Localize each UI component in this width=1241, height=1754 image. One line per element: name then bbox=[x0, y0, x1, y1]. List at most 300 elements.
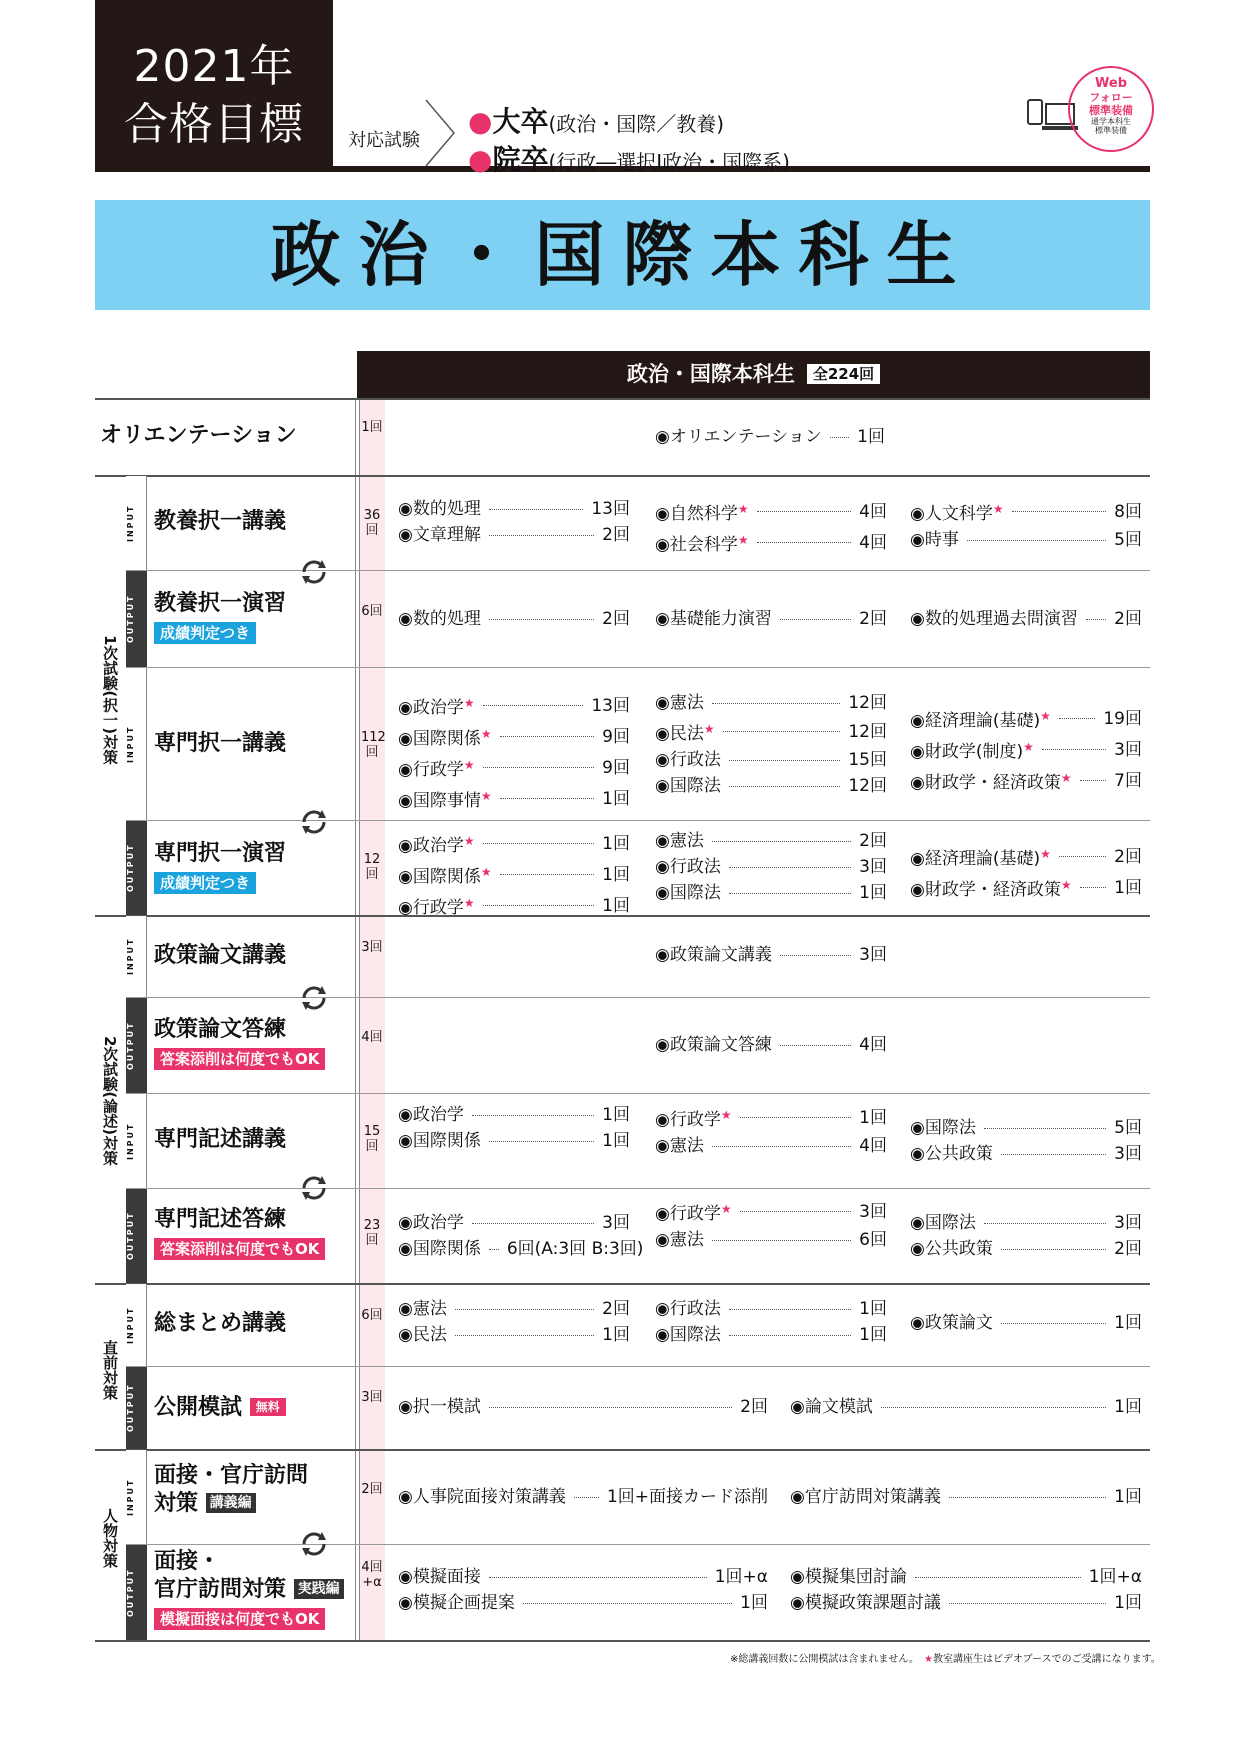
items-senmon-ensyu-c3 bbox=[910, 841, 1142, 903]
course-item-count: 13回 bbox=[591, 695, 630, 716]
course-item-count: 1回 bbox=[602, 1131, 630, 1151]
course-item-count: 3回 bbox=[602, 1213, 630, 1233]
group-label-1: 1次試験(択一)対策 bbox=[101, 635, 119, 765]
input-output-cycle-icon bbox=[292, 976, 336, 1020]
dotted-leader bbox=[500, 798, 595, 799]
dotted-leader bbox=[740, 1211, 852, 1212]
input-output-cycle-icon bbox=[292, 550, 336, 594]
dotted-leader bbox=[1001, 1154, 1106, 1155]
course-item bbox=[655, 1102, 887, 1133]
dotted-leader bbox=[483, 843, 595, 844]
course-item-count: 1回 bbox=[1114, 1487, 1142, 1507]
course-item bbox=[910, 765, 1142, 796]
exam-2: ●院卒(行政―選択Ⅰ政治・国際系) bbox=[468, 143, 790, 176]
course-item-name: ◉憲法 bbox=[655, 693, 704, 713]
lecture-tag: 講義編 bbox=[206, 1493, 256, 1513]
output-strip: OUTPUT bbox=[126, 1545, 147, 1640]
row-title-mensetsu-kogi bbox=[154, 1462, 308, 1518]
dotted-leader bbox=[1059, 856, 1106, 857]
items-kijutsu-kogi-c1 bbox=[398, 1102, 630, 1154]
course-item bbox=[655, 1322, 887, 1348]
course-item-count: 4回 bbox=[859, 1035, 887, 1055]
course-item bbox=[790, 1484, 1142, 1510]
course-item bbox=[910, 496, 1142, 527]
course-item-count: 2回 bbox=[1114, 1239, 1142, 1259]
items-senmon-kogi-c1 bbox=[398, 690, 630, 814]
row-divider bbox=[95, 1640, 1150, 1642]
row-divider bbox=[95, 398, 1150, 400]
course-item-count: 2回 bbox=[602, 1299, 630, 1319]
exam-1: ●大卒(政治・国際／教養) bbox=[468, 105, 725, 138]
dotted-leader bbox=[574, 1497, 599, 1498]
items-senmon-kogi-c2 bbox=[655, 690, 887, 799]
items-kyoyo-ensyu-c3 bbox=[910, 606, 1142, 632]
row-title-text: 専門記述答練 bbox=[154, 1207, 287, 1232]
free-tag: 無料 bbox=[250, 1398, 286, 1416]
items-kijutsu-toren-c3 bbox=[910, 1210, 1142, 1262]
course-item-name: ◉模擬政策課題討議 bbox=[790, 1593, 941, 1613]
course-item-name: ◉自然科学★ bbox=[655, 502, 749, 524]
course-item-name: ◉財政学(制度)★ bbox=[910, 740, 1034, 762]
row-divider bbox=[126, 1544, 1150, 1545]
course-item-name: ◉数的処理過去問演習 bbox=[910, 609, 1078, 629]
star-icon: ★ bbox=[1040, 847, 1051, 861]
course-item-count: 12回 bbox=[848, 693, 887, 713]
course-item bbox=[655, 496, 887, 527]
course-item bbox=[398, 783, 630, 814]
course-item-name: ◉模擬集団討論 bbox=[790, 1567, 907, 1587]
course-item bbox=[910, 841, 1142, 872]
course-item-name: ◉行政学★ bbox=[655, 1108, 732, 1130]
course-item-count: 1回 bbox=[602, 1325, 630, 1345]
exam-1-main: 大卒 bbox=[492, 105, 549, 138]
course-item-count: 3回 bbox=[859, 1201, 887, 1222]
course-item-name: ◉憲法 bbox=[398, 1299, 447, 1319]
course-item bbox=[398, 890, 630, 921]
input-output-cycle-icon bbox=[292, 1166, 336, 1210]
items-seisaku-toren-c1 bbox=[655, 1032, 887, 1058]
course-item-count: 2回 bbox=[602, 525, 630, 545]
star-icon: ★ bbox=[463, 758, 475, 772]
dotted-leader bbox=[1059, 718, 1095, 719]
course-item-name: ◉文章理解 bbox=[398, 525, 481, 545]
dotted-leader bbox=[483, 705, 584, 706]
course-item-count: 5回 bbox=[1114, 1118, 1142, 1138]
course-item-name: ◉政治学★ bbox=[398, 834, 475, 856]
output-strip: OUTPUT bbox=[126, 571, 147, 667]
dotted-leader bbox=[729, 760, 841, 761]
column-divider bbox=[359, 398, 360, 1640]
dotted-leader bbox=[500, 874, 595, 875]
dotted-leader bbox=[729, 893, 851, 894]
star-icon: ★ bbox=[1023, 740, 1034, 754]
row-count: 3回 bbox=[361, 940, 383, 955]
course-item-name: ◉政策論文講義 bbox=[655, 945, 772, 965]
items-mensetsu-kogi-c2 bbox=[790, 1484, 1142, 1510]
dotted-leader bbox=[489, 619, 594, 620]
course-item bbox=[910, 734, 1142, 765]
course-item-count: 2回 bbox=[859, 609, 887, 629]
row-title-text: 教養択一演習 bbox=[154, 591, 287, 616]
dotted-leader bbox=[489, 1407, 732, 1408]
chevron-right-icon bbox=[424, 98, 456, 168]
dotted-leader bbox=[489, 1249, 499, 1250]
course-item-name: ◉行政法 bbox=[655, 857, 721, 877]
course-item bbox=[398, 1484, 768, 1510]
row-count: 112回 bbox=[361, 730, 386, 760]
course-item bbox=[910, 606, 1142, 632]
input-strip: INPUT bbox=[126, 1450, 147, 1544]
star-icon: ★ bbox=[463, 696, 475, 710]
items-kijutsu-toren-c2 bbox=[655, 1196, 887, 1253]
row-divider bbox=[95, 475, 1150, 477]
input-strip: INPUT bbox=[126, 1284, 147, 1366]
course-item-count: 1回+面接カード添削 bbox=[606, 1487, 768, 1507]
dotted-leader bbox=[712, 1240, 851, 1241]
course-item-name: ◉模擬面接 bbox=[398, 1567, 481, 1587]
course-item-name: ◉国際関係★ bbox=[398, 727, 492, 749]
row-divider bbox=[126, 820, 1150, 821]
web-badge-line2: フォロー bbox=[1089, 90, 1133, 104]
course-item-count: 2回 bbox=[740, 1397, 768, 1417]
course-item-name: ◉数的処理 bbox=[398, 609, 481, 629]
row-divider bbox=[126, 667, 1150, 668]
row-count: 23回 bbox=[363, 1218, 381, 1248]
output-strip: OUTPUT bbox=[126, 821, 147, 915]
items-senmon-ensyu-c1 bbox=[398, 828, 630, 921]
table-course-name: 政治・国際本科生 bbox=[626, 362, 795, 386]
dotted-leader bbox=[712, 703, 841, 704]
row-title-line2: 官庁訪問対策 bbox=[154, 1577, 287, 1602]
dotted-leader bbox=[455, 1335, 594, 1336]
row-title-seisaku-toren bbox=[154, 1016, 325, 1072]
course-item bbox=[398, 721, 630, 752]
row-title-line1: 面接・官庁訪問 bbox=[154, 1463, 309, 1488]
items-moshi-c1 bbox=[398, 1394, 768, 1420]
course-item-name: ◉国際関係 bbox=[398, 1131, 481, 1151]
dotted-leader bbox=[780, 955, 851, 956]
course-item-count: 1回 bbox=[859, 883, 887, 903]
items-mensetsu-kogi-c1 bbox=[398, 1484, 768, 1510]
course-item bbox=[398, 1128, 630, 1154]
dotted-leader bbox=[780, 619, 851, 620]
course-item-name: ◉憲法 bbox=[655, 1136, 704, 1156]
course-item-count: 1回 bbox=[859, 1325, 887, 1345]
course-item bbox=[790, 1590, 1142, 1616]
items-kijutsu-kogi-c3 bbox=[910, 1115, 1142, 1167]
course-item-name: ◉政治学★ bbox=[398, 696, 475, 718]
course-item bbox=[398, 1296, 630, 1322]
row-count: 6回 bbox=[361, 1308, 383, 1323]
row-title-kijutsu-kogi: 専門記述講義 bbox=[154, 1127, 287, 1152]
row-divider bbox=[126, 1366, 1150, 1367]
course-item bbox=[910, 1115, 1142, 1141]
course-item-count: 1回 bbox=[859, 1107, 887, 1128]
items-seisaku-kogi-c1 bbox=[655, 942, 887, 968]
course-item bbox=[655, 854, 887, 880]
course-item-name: ◉政治学 bbox=[398, 1105, 464, 1125]
dotted-leader bbox=[740, 1117, 852, 1118]
dotted-leader bbox=[757, 511, 852, 512]
course-item-count: 1回 bbox=[857, 427, 885, 447]
course-item-name: ◉人事院面接対策講義 bbox=[398, 1487, 566, 1507]
star-icon: ★ bbox=[737, 533, 749, 547]
items-mensetsu-jissen-c2 bbox=[790, 1564, 1142, 1616]
group-label-3: 直前対策 bbox=[101, 1340, 119, 1400]
dotted-leader bbox=[729, 786, 841, 787]
dotted-leader bbox=[984, 1128, 1106, 1129]
exam-label: 対応試験 bbox=[348, 130, 420, 151]
course-item-name: ◉国際事情★ bbox=[398, 789, 492, 811]
course-item-name: ◉行政法 bbox=[655, 750, 721, 770]
course-item-count: 1回 bbox=[1114, 877, 1142, 898]
star-icon: ★ bbox=[992, 502, 1004, 516]
course-item-count: 2回 bbox=[1114, 609, 1142, 629]
dotted-leader bbox=[455, 1309, 594, 1310]
star-icon: ★ bbox=[480, 865, 492, 879]
course-item-count: 7回 bbox=[1114, 770, 1142, 791]
items-kijutsu-toren-c1 bbox=[398, 1210, 644, 1262]
course-item bbox=[790, 1564, 1142, 1590]
course-item-name: ◉国際法 bbox=[655, 776, 721, 796]
course-item bbox=[655, 828, 887, 854]
dotted-leader bbox=[830, 437, 849, 438]
course-item-name: ◉択一模試 bbox=[398, 1397, 481, 1417]
items-kyoyo-ensyu-c2 bbox=[655, 606, 887, 632]
course-item-count: 4回 bbox=[859, 532, 887, 553]
course-item-name: ◉経済理論(基礎)★ bbox=[910, 709, 1051, 731]
course-item-count: 19回 bbox=[1103, 708, 1142, 729]
course-item bbox=[398, 522, 630, 548]
grading-tag: 成績判定つき bbox=[154, 622, 256, 644]
star-icon: ★ bbox=[1060, 771, 1072, 785]
dotted-leader bbox=[1080, 780, 1107, 781]
course-item bbox=[398, 606, 630, 632]
course-item-name: ◉社会科学★ bbox=[655, 533, 749, 555]
course-item bbox=[910, 1210, 1142, 1236]
course-item-name: ◉経済理論(基礎)★ bbox=[910, 847, 1051, 869]
mock-interview-tag: 模擬面接は何度でもOK bbox=[154, 1608, 325, 1630]
course-item-name: ◉行政学★ bbox=[398, 758, 475, 780]
row-title-line2: 対策 bbox=[154, 1491, 199, 1516]
course-item bbox=[655, 1032, 887, 1058]
dotted-leader bbox=[472, 1223, 594, 1224]
dotted-leader bbox=[500, 736, 595, 737]
dotted-leader bbox=[984, 1223, 1106, 1224]
star-icon: ★ bbox=[703, 722, 715, 736]
items-senmon-kogi-c3 bbox=[910, 703, 1142, 796]
dotted-leader bbox=[489, 1577, 707, 1578]
row-count: 4回+α bbox=[361, 1560, 383, 1590]
course-item-name: ◉政策論文 bbox=[910, 1313, 993, 1333]
course-item-name: ◉公共政策 bbox=[910, 1144, 993, 1164]
course-item-count: 1回 bbox=[740, 1593, 768, 1613]
course-item-count: 3回 bbox=[1114, 1144, 1142, 1164]
row-divider bbox=[126, 570, 1150, 571]
course-item-count: 8回 bbox=[1114, 501, 1142, 522]
dotted-leader bbox=[523, 1603, 732, 1604]
output-strip: OUTPUT bbox=[126, 998, 147, 1093]
course-item bbox=[398, 1210, 630, 1236]
items-kijutsu-kogi-c2 bbox=[655, 1102, 887, 1159]
course-item-count: 6回 bbox=[859, 1230, 887, 1250]
course-item-name: ◉民法★ bbox=[655, 722, 715, 744]
course-item-count: 3回 bbox=[1114, 739, 1142, 760]
course-item-count: 1回+α bbox=[1088, 1567, 1142, 1587]
items-kyoyo-kogi-c3 bbox=[910, 496, 1142, 553]
course-item bbox=[655, 747, 887, 773]
items-kyoyo-ensyu-c1 bbox=[398, 606, 630, 632]
items-mensetsu-jissen-c1 bbox=[398, 1564, 768, 1616]
course-item bbox=[910, 703, 1142, 734]
input-strip: INPUT bbox=[126, 916, 147, 997]
course-item bbox=[655, 606, 887, 632]
dotted-leader bbox=[1012, 511, 1107, 512]
row-count: 4回 bbox=[361, 1030, 383, 1045]
course-item-name: ◉憲法 bbox=[655, 831, 704, 851]
course-item-name: ◉国際関係 bbox=[398, 1239, 481, 1259]
course-item-count: 2回 bbox=[1114, 846, 1142, 867]
column-divider bbox=[355, 398, 356, 1640]
course-item-count: 1回 bbox=[602, 1105, 630, 1125]
dotted-leader bbox=[729, 867, 851, 868]
dotted-leader bbox=[712, 841, 851, 842]
star-icon: ★ bbox=[737, 502, 749, 516]
star-icon: ★ bbox=[720, 1202, 732, 1216]
course-item-count: 1回 bbox=[859, 1299, 887, 1319]
course-item-name: ◉国際法 bbox=[910, 1118, 976, 1138]
star-icon: ★ bbox=[463, 834, 475, 848]
practice-tag: 実践編 bbox=[294, 1579, 344, 1599]
items-matome-c2 bbox=[655, 1296, 887, 1348]
dotted-leader bbox=[1080, 887, 1107, 888]
star-icon: ★ bbox=[480, 727, 492, 741]
course-item-count: 1回 bbox=[1114, 1593, 1142, 1613]
course-item-count: 12回 bbox=[848, 721, 887, 742]
course-item-count: 2回 bbox=[859, 831, 887, 851]
course-item bbox=[655, 1133, 887, 1159]
count-column bbox=[359, 398, 385, 1640]
course-item-name: ◉模擬企画提案 bbox=[398, 1593, 515, 1613]
items-senmon-ensyu-c2 bbox=[655, 828, 887, 906]
course-title-banner: 政治・国際本科生 bbox=[95, 200, 1150, 310]
course-item bbox=[655, 942, 887, 968]
course-item-count: 6回(A:3回 B:3回) bbox=[506, 1239, 644, 1259]
row-title-senmon-ensyu bbox=[154, 840, 286, 896]
course-item bbox=[655, 424, 885, 450]
course-item-count: 9回 bbox=[602, 757, 630, 778]
course-item-count: 9回 bbox=[602, 726, 630, 747]
dotted-leader bbox=[881, 1407, 1106, 1408]
row-title-moshi bbox=[154, 1394, 286, 1422]
items-matome-c1 bbox=[398, 1296, 630, 1348]
course-item-count: 1回+α bbox=[714, 1567, 768, 1587]
row-title-mensetsu-jissen bbox=[154, 1548, 344, 1632]
course-item bbox=[910, 527, 1142, 553]
course-item bbox=[398, 496, 630, 522]
course-item-name: ◉行政学★ bbox=[655, 1202, 732, 1224]
course-item bbox=[655, 527, 887, 558]
dotted-leader bbox=[1042, 749, 1106, 750]
star-icon: ★ bbox=[480, 789, 492, 803]
table-header bbox=[357, 351, 1150, 398]
correction-tag: 答案添削は何度でもOK bbox=[154, 1238, 325, 1260]
input-output-cycle-icon bbox=[292, 800, 336, 844]
course-item-name: ◉オリエンテーション bbox=[655, 427, 822, 447]
web-badge-line4: 通学本科生 bbox=[1091, 117, 1131, 127]
course-item bbox=[655, 880, 887, 906]
course-item bbox=[398, 752, 630, 783]
dotted-leader bbox=[1001, 1323, 1106, 1324]
course-item-name: ◉行政法 bbox=[655, 1299, 721, 1319]
row-title-kijutsu-toren bbox=[154, 1206, 325, 1262]
course-item-count: 4回 bbox=[859, 501, 887, 522]
dotted-leader bbox=[712, 1146, 851, 1147]
course-item bbox=[655, 690, 887, 716]
course-item bbox=[398, 690, 630, 721]
course-item-name: ◉行政学★ bbox=[398, 896, 475, 918]
input-strip: INPUT bbox=[126, 1094, 147, 1188]
course-item bbox=[910, 1310, 1142, 1336]
course-item-count: 15回 bbox=[848, 750, 887, 770]
course-item-name: ◉人文科学★ bbox=[910, 502, 1004, 524]
exam-1-sub: (政治・国際／教養) bbox=[548, 112, 725, 136]
dotted-leader bbox=[949, 1603, 1106, 1604]
course-item bbox=[910, 1141, 1142, 1167]
group-label-4: 人物対策 bbox=[101, 1508, 119, 1568]
row-title-line1: 面接・ bbox=[154, 1549, 221, 1574]
row-divider bbox=[95, 1283, 1150, 1285]
course-item-count: 3回 bbox=[859, 857, 887, 877]
total-count-badge: 全224回 bbox=[807, 364, 880, 384]
course-item-name: ◉国際法 bbox=[655, 883, 721, 903]
course-item-count: 1回 bbox=[602, 864, 630, 885]
web-badge-line3: 標準装備 bbox=[1089, 103, 1133, 117]
course-item-name: ◉論文模試 bbox=[790, 1397, 873, 1417]
footnote-text-2: 教室講座生はビデオブースでのご受講になります。 bbox=[932, 1654, 1161, 1665]
course-item-name: ◉公共政策 bbox=[910, 1239, 993, 1259]
course-item bbox=[398, 828, 630, 859]
row-count: 12回 bbox=[363, 852, 381, 882]
dotted-leader bbox=[489, 535, 594, 536]
course-item-name: ◉財政学・経済政策★ bbox=[910, 771, 1072, 793]
course-item-name: ◉政治学 bbox=[398, 1213, 464, 1233]
row-count: 15回 bbox=[363, 1124, 381, 1154]
input-strip: INPUT bbox=[126, 476, 147, 570]
course-item bbox=[655, 1227, 887, 1253]
dotted-leader bbox=[483, 905, 595, 906]
course-item-name: ◉基礎能力演習 bbox=[655, 609, 772, 629]
dotted-leader bbox=[729, 1309, 851, 1310]
course-item-count: 1回 bbox=[602, 788, 630, 809]
course-item bbox=[655, 1196, 887, 1227]
course-item-name: ◉官庁訪問対策講義 bbox=[790, 1487, 941, 1507]
star-icon: ★ bbox=[720, 1108, 732, 1122]
course-item-name: ◉政策論文答練 bbox=[655, 1035, 772, 1055]
badge-target: 合格目標 bbox=[124, 99, 304, 150]
items-orientation-c1 bbox=[655, 424, 885, 450]
star-icon: ★ bbox=[1040, 709, 1051, 723]
web-badge-title: Web bbox=[1095, 76, 1127, 91]
exam-2-sub: (行政―選択Ⅰ政治・国際系) bbox=[548, 150, 790, 174]
footnote bbox=[730, 1650, 1161, 1665]
course-item bbox=[398, 1322, 630, 1348]
course-item bbox=[655, 716, 887, 747]
row-title-seisaku-kogi: 政策論文講義 bbox=[154, 943, 287, 968]
row-title-text: 専門択一演習 bbox=[154, 841, 287, 866]
dotted-leader bbox=[757, 542, 852, 543]
row-title-kyoyo-ensyu bbox=[154, 590, 286, 646]
